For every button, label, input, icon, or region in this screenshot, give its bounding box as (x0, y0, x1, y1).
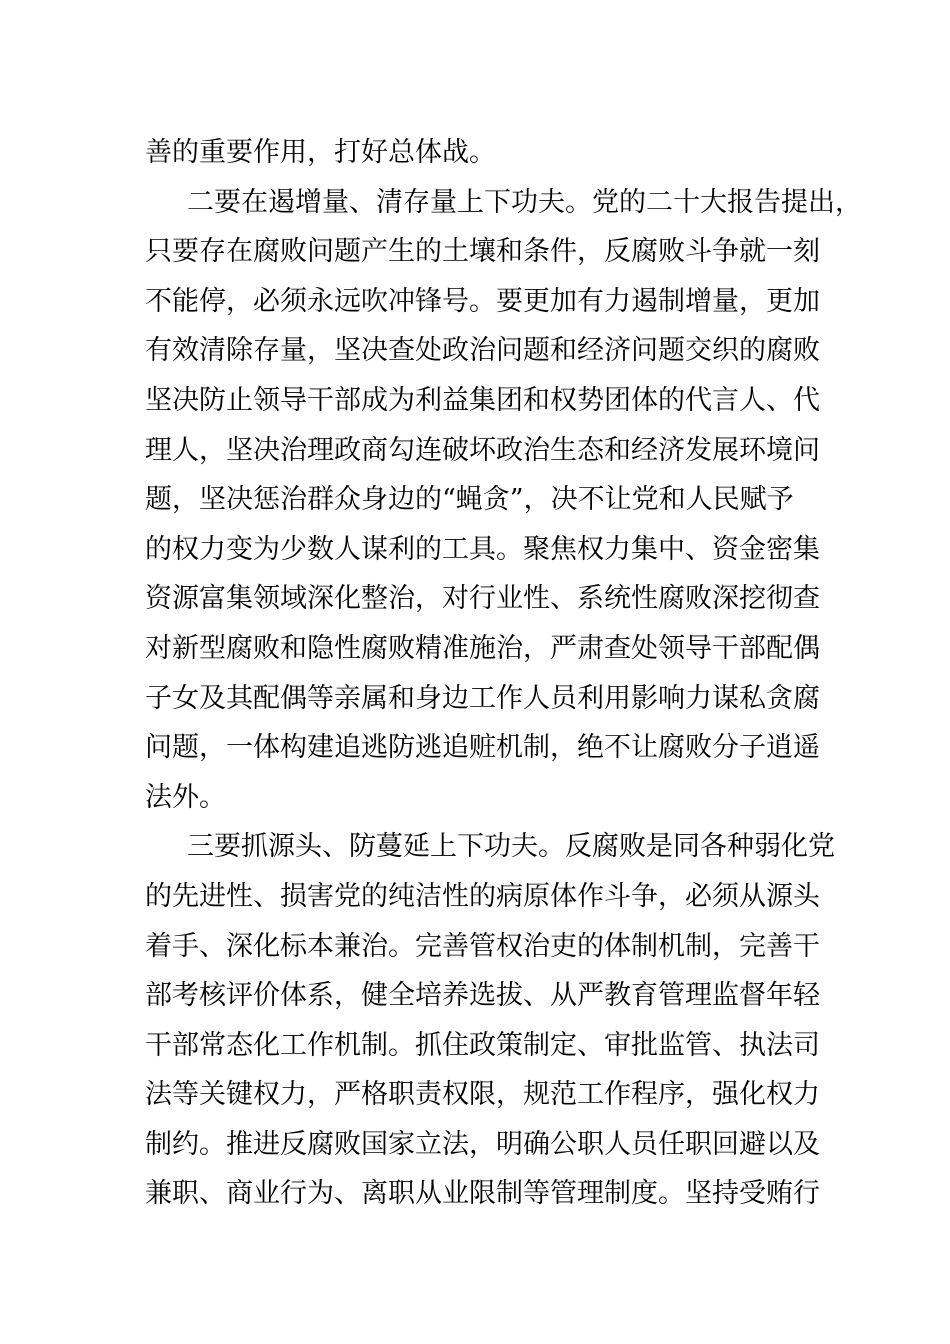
text-line: 对新型腐败和隐性腐败精准施治，严肃查处领导干部配偶 (145, 632, 820, 664)
text-line: 兼职、商业行为、离职从业限制等管理制度。坚持受贿行 (145, 1178, 820, 1210)
paragraph-start-line: 三要抓源头、防蔓延上下功夫。反腐败是同各种弱化党 (187, 831, 835, 863)
text-line: 子女及其配偶等亲属和身边工作人员利用影响力谋私贪腐 (145, 682, 820, 714)
text-line: 只要存在腐败问题产生的土壤和条件，反腐败斗争就一刻 (145, 236, 820, 268)
text-line: 不能停，必须永远吹冲锋号。要更加有力遏制增量，更加 (145, 285, 820, 317)
text-line: 的先进性、损害党的纯洁性的病原体作斗争，必须从源头 (145, 880, 820, 912)
text-line: 干部常态化工作机制。抓住政策制定、审批监管、执法司 (145, 1029, 820, 1061)
text-line: 题，坚决惩治群众身边的“蝇贪”，决不让党和人民赋予 (145, 484, 794, 516)
text-line: 法外。 (145, 781, 226, 813)
text-line: 善的重要作用，打好总体战。 (145, 137, 496, 168)
text-line: 有效清除存量，坚决查处政治问题和经济问题交织的腐败 (145, 335, 820, 367)
text-line: 制约。推进反腐败国家立法，明确公职人员任职回避以及 (145, 1128, 820, 1160)
text-line: 部考核评价体系，健全培养选拔、从严教育管理监督年轻 (145, 980, 820, 1012)
body-text (145, 128, 862, 1219)
text-line: 着手、深化标本兼治。完善管权治吏的体制机制，完善干 (145, 930, 820, 962)
text-line: 问题，一体构建追逃防逃追赃机制，绝不让腐败分子逍遥 (145, 732, 820, 764)
text-line: 法等关键权力，严格职责权限，规范工作程序，强化权力 (145, 1079, 820, 1111)
text-line: 的权力变为少数人谋利的工具。聚焦权力集中、资金密集 (145, 533, 820, 565)
text-line: 理人，坚决治理政商勾连破坏政治生态和经济发展环境问 (145, 434, 820, 466)
paragraph-start-line: 二要在遏增量、清存量上下功夫。党的二十大报告提出， (187, 186, 862, 218)
text-line: 资源富集领域深化整治，对行业性、系统性腐败深挖彻查 (145, 583, 820, 615)
text-line: 坚决防止领导干部成为利益集团和权势团体的代言人、代 (145, 384, 820, 416)
